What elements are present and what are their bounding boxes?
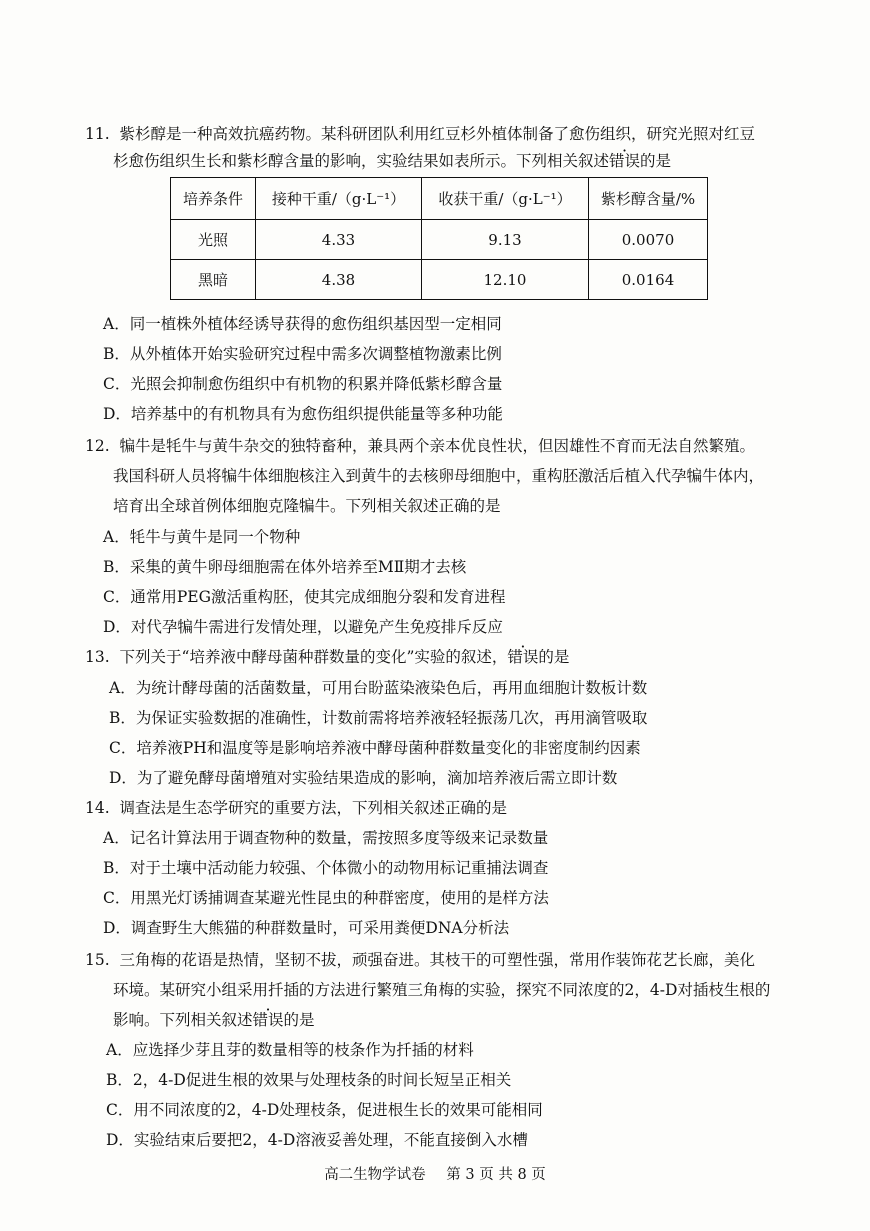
- q13-option-c: C．培养液PH和温度等是影响培养液中酵母菌种群数量变化的非密度制约因素: [109, 739, 641, 757]
- table-cell: 4.38: [256, 260, 422, 300]
- q11-emphasis-wrong: 错误: [609, 152, 641, 170]
- table-cell: 0.0164: [589, 260, 708, 300]
- q13-number: 13.: [85, 648, 110, 666]
- table-header-cell: 紫杉醇含量/%: [589, 178, 708, 220]
- q12-stem-line2: 我国科研人员将犏牛体细胞核注入到黄牛的去核卵母细胞中，重构胚激活后植入代孕犏牛体内，: [113, 467, 765, 485]
- q15-stem-text1: 三角梅的花语是热情，坚韧不拔，顽强奋进。其枝干的可塑性强，常用作装饰花艺长廊，美化: [119, 951, 756, 969]
- table-cell: 12.10: [422, 260, 589, 300]
- q11-number: 11.: [85, 125, 110, 143]
- q15-stem-line2: 环境。某研究小组采用扦插的方法进行繁殖三角梅的实验，探究不同浓度的2，4-D对插枝生根的: [113, 981, 771, 999]
- q15-option-b: B．2，4-D促进生根的效果与处理枝条的时间长短呈正相关: [106, 1071, 512, 1089]
- table-header-cell: 培养条件: [171, 178, 256, 220]
- q11-option-d: D．培养基中的有机物具有为愈伤组织提供能量等多种功能: [103, 405, 503, 423]
- q13-option-a: A．为统计酵母菌的活菌数量，可用台盼蓝染液染色后，再用血细胞计数板计数: [109, 679, 648, 697]
- q14-option-d: D．调查野生大熊猫的种群数量时，可采用粪便DNA分析法: [103, 919, 510, 937]
- q12-number: 12.: [85, 437, 110, 455]
- q11-stem-line2: [113, 150, 671, 172]
- table-header-cell: 收获干重/（g·L⁻¹）: [422, 178, 589, 220]
- q11-option-c: C．光照会抑制愈伤组织中有机物的积累并降低紫杉醇含量: [103, 375, 503, 393]
- table-header-cell: 接种干重/（g·L⁻¹）: [256, 178, 422, 220]
- table-row: [171, 220, 708, 260]
- table-cell: 光照: [171, 220, 256, 260]
- q11-option-b: B．从外植体开始实验研究过程中需多次调整植物激素比例: [103, 345, 502, 363]
- table-cell: 9.13: [422, 220, 589, 260]
- q14-option-a: A．记名计算法用于调查物种的数量，需按照多度等级来记录数量: [103, 829, 549, 847]
- page-footer: [0, 1163, 870, 1184]
- q15-stem-line1: [85, 949, 755, 971]
- q14-option-c: C．用黑光灯诱捕调查某避光性昆虫的种群密度，使用的是样方法: [103, 889, 549, 907]
- q15-emphasis-wrong: 错误: [252, 1011, 284, 1029]
- q12-option-c: C．通常用PEG激活重构胚，使其完成细胞分裂和发育进程: [103, 588, 506, 606]
- q12-option-a: A．牦牛与黄牛是同一个物种: [103, 528, 301, 546]
- table-cell: 4.33: [256, 220, 422, 260]
- q14-option-b: B．对于土壤中活动能力较强、个体微小的动物用标记重捕法调查: [103, 859, 549, 877]
- table-cell: 0.0070: [589, 220, 708, 260]
- q15-option-d: D．实验结束后要把2，4-D溶液妥善处理，不能直接倒入水槽: [106, 1131, 528, 1149]
- q14-stem: [85, 797, 507, 819]
- q12-option-b: B．采集的黄牛卵母细胞需在体外培养至MⅡ期才去核: [103, 558, 467, 576]
- q13-stem-text2: 的是: [538, 648, 570, 666]
- q15-option-c: C．用不同浓度的2，4-D处理枝条，促进根生长的效果可能相同: [106, 1101, 543, 1119]
- q14-stem-text: 调查法是生态学研究的重要方法，下列相关叙述正确的是: [119, 799, 508, 817]
- q15-number: 15.: [85, 951, 110, 969]
- q15-stem-line3: [113, 1009, 315, 1031]
- q15-option-a: A．应选择少芽且芽的数量相等的枝条作为扦插的材料: [106, 1041, 474, 1059]
- q15-stem-text4: 的是: [283, 1011, 315, 1029]
- q13-stem-text1: 下列关于“培养液中酵母菌种群数量的变化”实验的叙述，: [119, 648, 508, 666]
- q12-stem-line1: [85, 435, 755, 457]
- table-row: [171, 260, 708, 300]
- q13-emphasis-wrong: 错误: [507, 648, 539, 666]
- q11-stem-text1: 紫杉醇是一种高效抗癌药物。某科研团队利用红豆杉外植体制备了愈伤组织，研究光照对红豆: [119, 125, 756, 143]
- q11-stem-text2: 杉愈伤组织生长和紫杉醇含量的影响，实验结果如表所示。下列相关叙述: [113, 152, 610, 170]
- footer-page-number: 第 3 页 共 8 页: [446, 1167, 546, 1183]
- q12-stem-text1: 犏牛是牦牛与黄牛杂交的独特畜种，兼具两个亲本优良性状，但因雄性不育而无法自然繁殖。: [119, 437, 756, 455]
- q13-stem: [85, 646, 569, 668]
- q15-stem-text3: 影响。下列相关叙述: [113, 1011, 253, 1029]
- q11-data-table: [170, 177, 708, 300]
- q12-option-d: D．对代孕犏牛需进行发情处理，以避免产生免疫排斥反应: [103, 618, 503, 636]
- q11-stem-line1: [85, 123, 755, 145]
- table-cell: 黑暗: [171, 260, 256, 300]
- q14-number: 14.: [85, 799, 110, 817]
- q12-stem-line3: 培育出全球首例体细胞克隆犏牛。下列相关叙述正确的是: [113, 497, 501, 515]
- table-header-row: [171, 178, 708, 220]
- q11-option-a: A．同一植株外植体经诱导获得的愈伤组织基因型一定相同: [103, 315, 502, 333]
- q13-option-b: B．为保证实验数据的准确性，计数前需将培养液轻轻振荡几次，再用滴管吸取: [109, 709, 648, 727]
- footer-subject: 高二生物学试卷: [324, 1167, 426, 1183]
- q13-option-d: D．为了避免酵母菌增殖对实验结果造成的影响，滴加培养液后需立即计数: [109, 769, 618, 787]
- q11-stem-text3: 的是: [640, 152, 672, 170]
